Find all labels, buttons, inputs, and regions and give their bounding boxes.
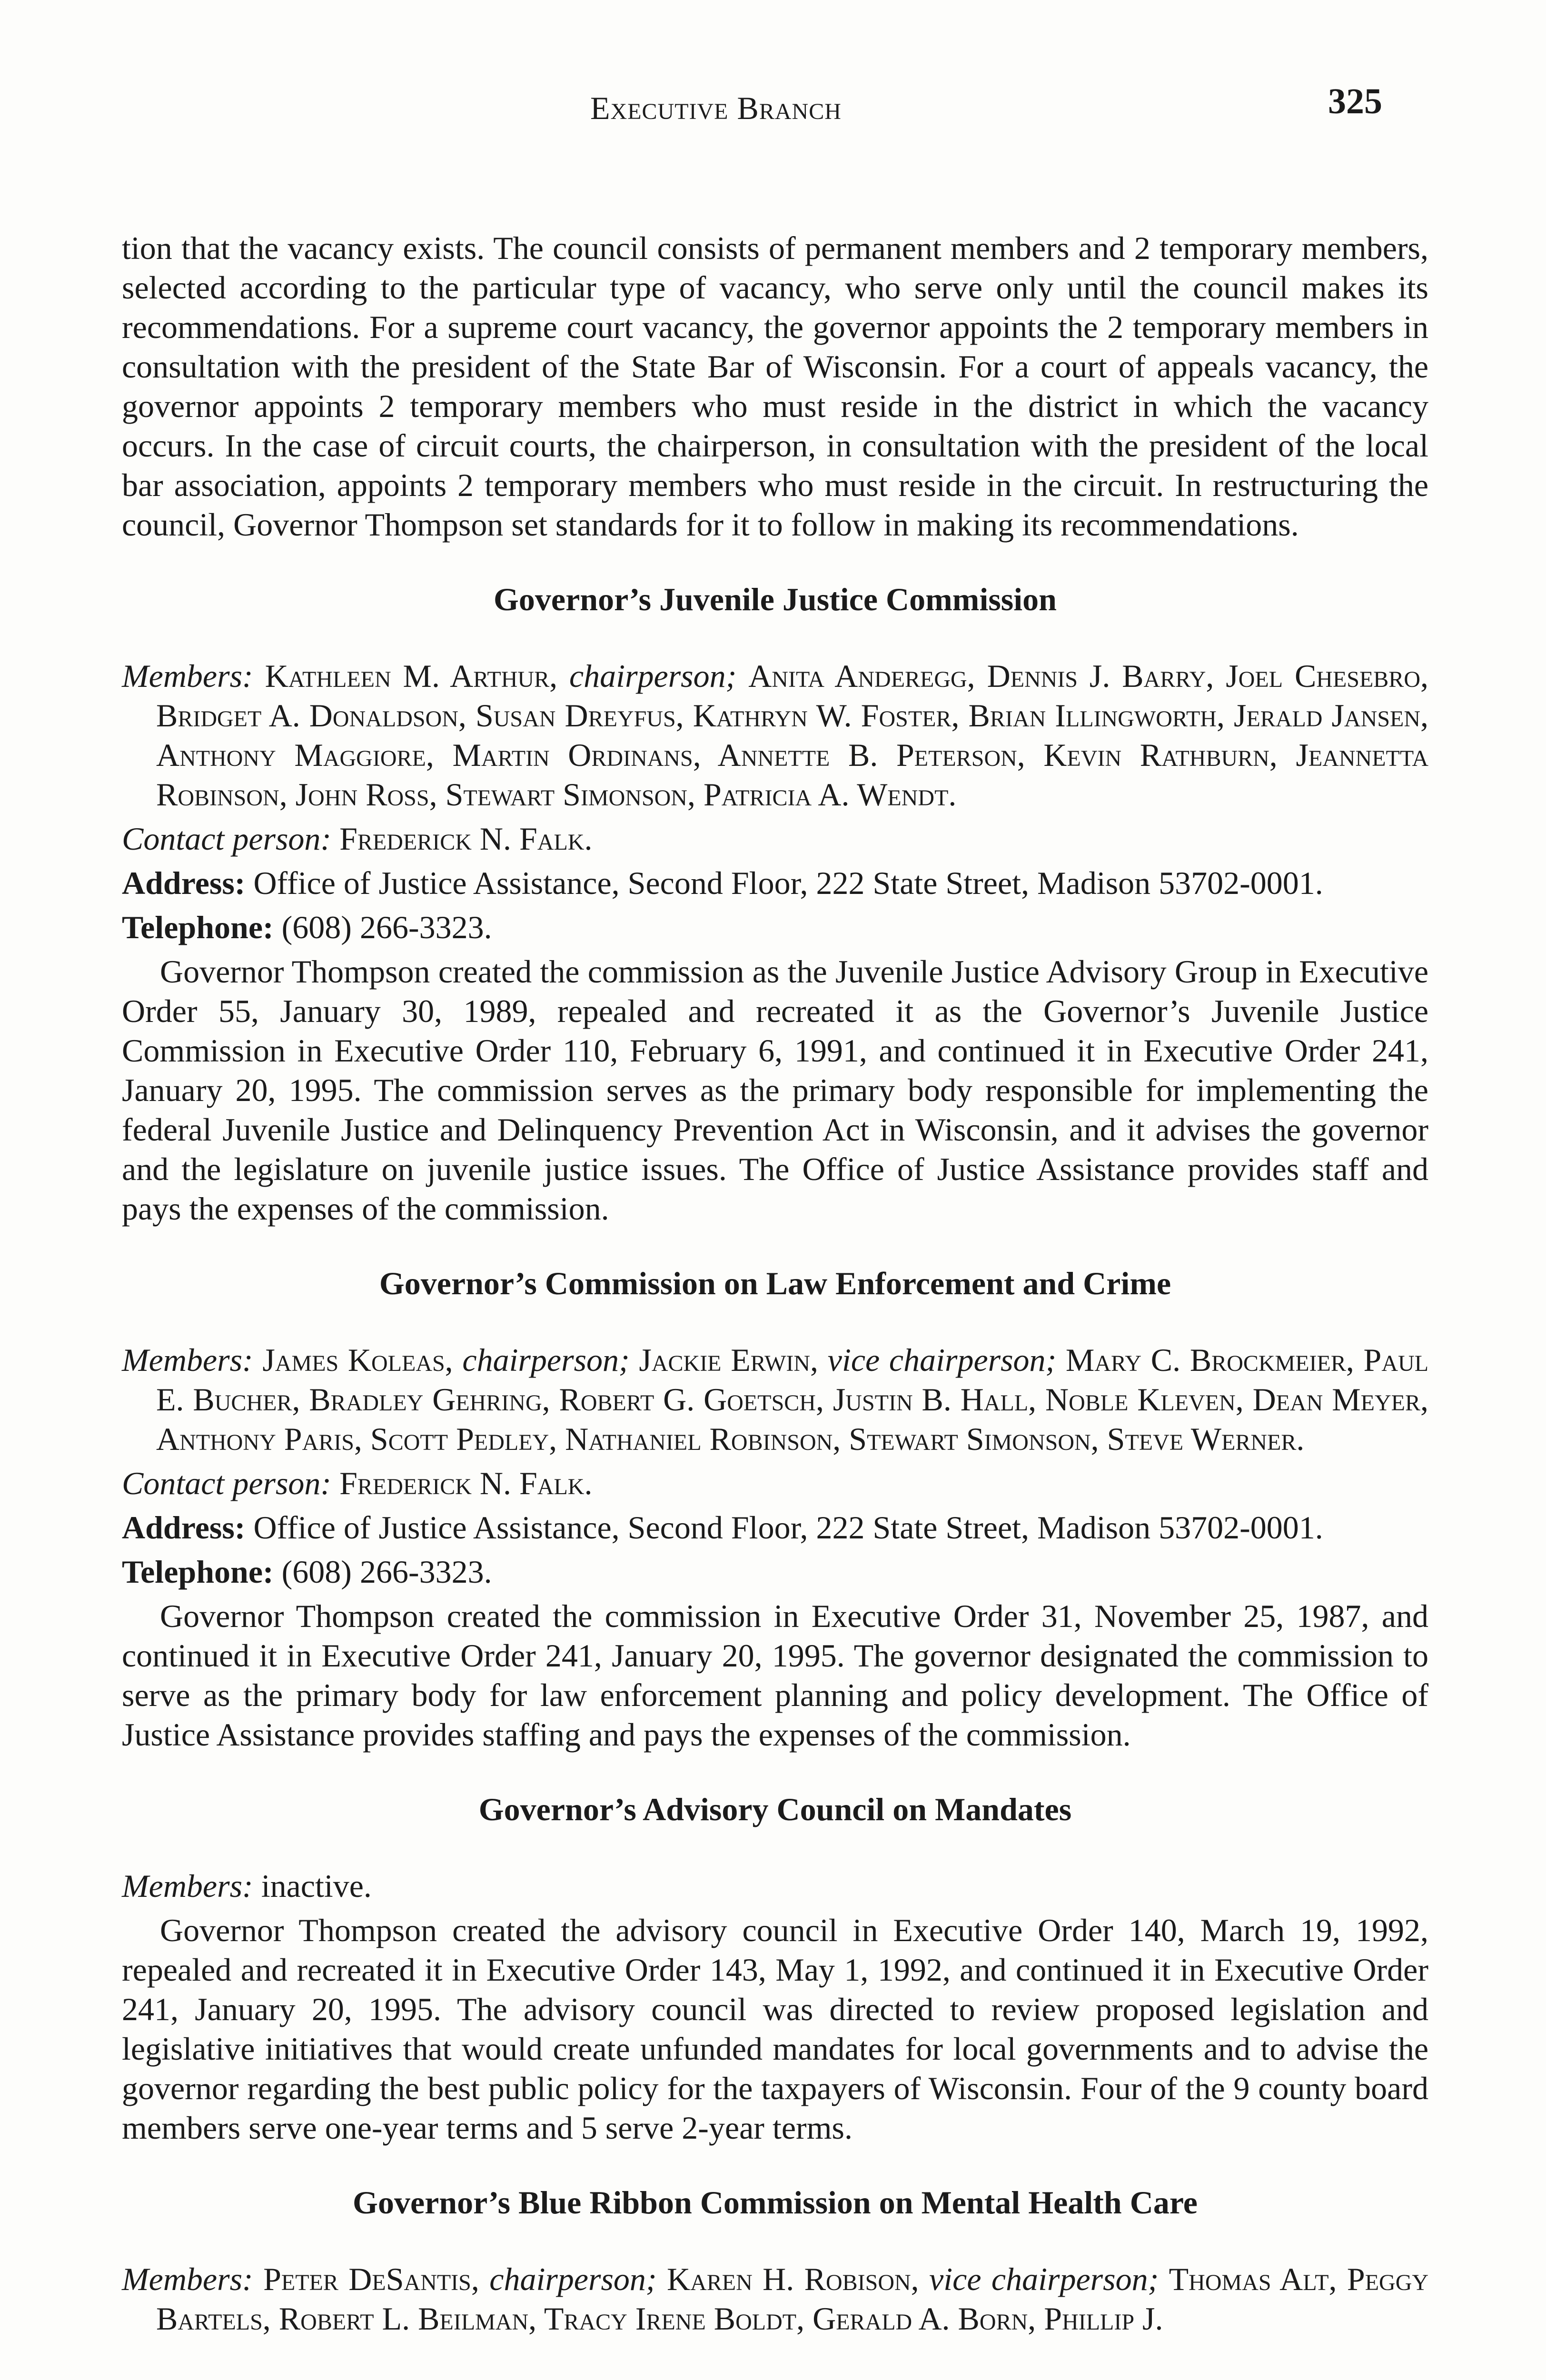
members-label: Members: xyxy=(122,658,253,694)
members-label: Members: xyxy=(122,1868,253,1904)
contact-line xyxy=(122,1464,1428,1503)
address-value: Office of Justice Assistance, Second Floor, 222 State Street, Madison 53702-0001. xyxy=(253,1509,1323,1546)
members-label: Members: xyxy=(122,1342,253,1378)
section-description: Governor Thompson created the commission in Executive Order 31, November 25, 1987, and continued it in Executive Order 241, January 20, 1995. The governor designated the commission to serve as the primary body for law enforcement planning and policy development. The Office of Justice Assistance provides staffing and pays the expenses of the commission. xyxy=(122,1598,1428,1753)
address-label: Address: xyxy=(122,865,246,901)
address-value: Office of Justice Assistance, Second Floor, 222 State Street, Madison 53702-0001. xyxy=(253,865,1323,901)
chairperson-name: Peter DeSantis, xyxy=(263,2261,479,2297)
chairperson-role: chairperson; xyxy=(569,658,737,694)
contact-name: Frederick N. Falk. xyxy=(339,1465,593,1501)
chairperson-name: James Koleas, xyxy=(262,1342,453,1378)
contact-line xyxy=(122,819,1428,859)
page-body xyxy=(122,228,1428,2339)
section-mandates xyxy=(122,1790,1428,2148)
vice-chairperson-name: Jackie Erwin, xyxy=(639,1342,819,1378)
address-line xyxy=(122,1508,1428,1547)
contact-label: Contact person: xyxy=(122,1465,332,1501)
contact-name: Frederick N. Falk. xyxy=(339,821,593,857)
telephone-line xyxy=(122,908,1428,947)
telephone-value: (608) 266-3323. xyxy=(281,909,492,945)
members-names: Thomas Alt, Peggy Bartels, Robert L. Beilman, Tracy Irene Boldt, Gerald A. Born, Phillip J. xyxy=(156,2261,1429,2337)
section-heading: Governor’s Advisory Council on Mandates xyxy=(478,1791,1072,1827)
members-names: Anita Anderegg, Dennis J. Barry, Joel Chesebro, Bridget A. Donaldson, Susan Dreyfus, Kathryn W. Foster, Brian Illingworth, Jerald Jansen, Anthony Maggiore, Martin Ordinans, Annette B. Peterson, Kevin Rathburn, Jeannetta Robinson, John Ross, Stewart Simonson, Patricia A. Wendt. xyxy=(156,658,1428,813)
chairperson-role: chairperson; xyxy=(489,2261,657,2297)
page-header xyxy=(0,81,1546,138)
vice-chairperson-role: vice chairperson; xyxy=(827,1342,1057,1378)
members-status: inactive. xyxy=(261,1868,372,1904)
telephone-value: (608) 266-3323. xyxy=(281,1554,492,1590)
address-label: Address: xyxy=(122,1509,246,1546)
section-description: Governor Thompson created the commission as the Juvenile Justice Advisory Group in Executive Order 55, January 30, 1989, repealed and recreated it as the Governor’s Juvenile Justice Commission in Executive Order 110, February 6, 1991, and continued it in Executive Order 241, January 20, 1995. The commission serves as the primary body responsible for implementing the federal Juvenile Justice and Delinquency Prevention Act in Wisconsin, and it advises the governor and the legislature on juvenile justice issues. The Office of Justice Assistance provides staff and pays the expenses of the commission. xyxy=(122,953,1428,1227)
address-line xyxy=(122,863,1428,903)
telephone-line xyxy=(122,1552,1428,1592)
members-list xyxy=(122,656,1428,814)
vice-chairperson-name: Karen H. Robison, xyxy=(666,2261,919,2297)
section-law-enforcement xyxy=(122,1264,1428,1755)
page-number: 325 xyxy=(1328,81,1382,121)
section-mental-health xyxy=(122,2183,1428,2339)
members-list xyxy=(122,1340,1428,1459)
members-list xyxy=(122,2260,1428,2339)
section-juvenile-justice xyxy=(122,580,1428,1229)
members-names: Mary C. Brockmeier, Paul E. Bucher, Bradley Gehring, Robert G. Goetsch, Justin B. Hall, Noble Kleven, Dean Meyer, Anthony Paris, Scott Pedley, Nathaniel Robinson, Stewart Simonson, Steve Werner. xyxy=(156,1342,1429,1457)
section-heading: Governor’s Commission on Law Enforcement and Crime xyxy=(379,1265,1171,1301)
intro-paragraph: tion that the vacancy exists. The council consists of permanent members and 2 temporary members, selected according to the particular type of vacancy, who serve only until the council makes its recommendations. For a supreme court vacancy, the governor appoints the 2 temporary members in consultation with the president of the State Bar of Wisconsin. For a court of appeals vacancy, the governor appoints 2 temporary members who must reside in the district in which the vacancy occurs. In the case of circuit courts, the chairperson, in consultation with the president of the local bar association, appoints 2 temporary members who must reside in the circuit. In restructuring the council, Governor Thompson set standards for it to follow in making its recommendations. xyxy=(122,230,1428,543)
section-description: Governor Thompson created the advisory council in Executive Order 140, March 19, 1992, repealed and recreated it in Executive Order 143, May 1, 1992, and continued it in Executive Order 241, January 20, 1995. The advisory council was directed to review proposed legislation and legislative initiatives that would create unfunded mandates for local governments and to advise the governor regarding the best public policy for the taxpayers of Wisconsin. Four of the 9 county board members serve one-year terms and 5 serve 2-year terms. xyxy=(122,1912,1428,2146)
chairperson-role: chairperson; xyxy=(462,1342,630,1378)
members-label: Members: xyxy=(122,2261,253,2297)
contact-label: Contact person: xyxy=(122,821,332,857)
vice-chairperson-role: vice chairperson; xyxy=(929,2261,1159,2297)
section-heading: Governor’s Blue Ribbon Commission on Mental Health Care xyxy=(353,2184,1198,2221)
members-status-line xyxy=(122,1866,1428,1906)
telephone-label: Telephone: xyxy=(122,909,274,945)
running-head: Executive Branch xyxy=(590,90,842,126)
chairperson-name: Kathleen M. Arthur, xyxy=(265,658,558,694)
telephone-label: Telephone: xyxy=(122,1554,274,1590)
section-heading: Governor’s Juvenile Justice Commission xyxy=(494,581,1057,617)
